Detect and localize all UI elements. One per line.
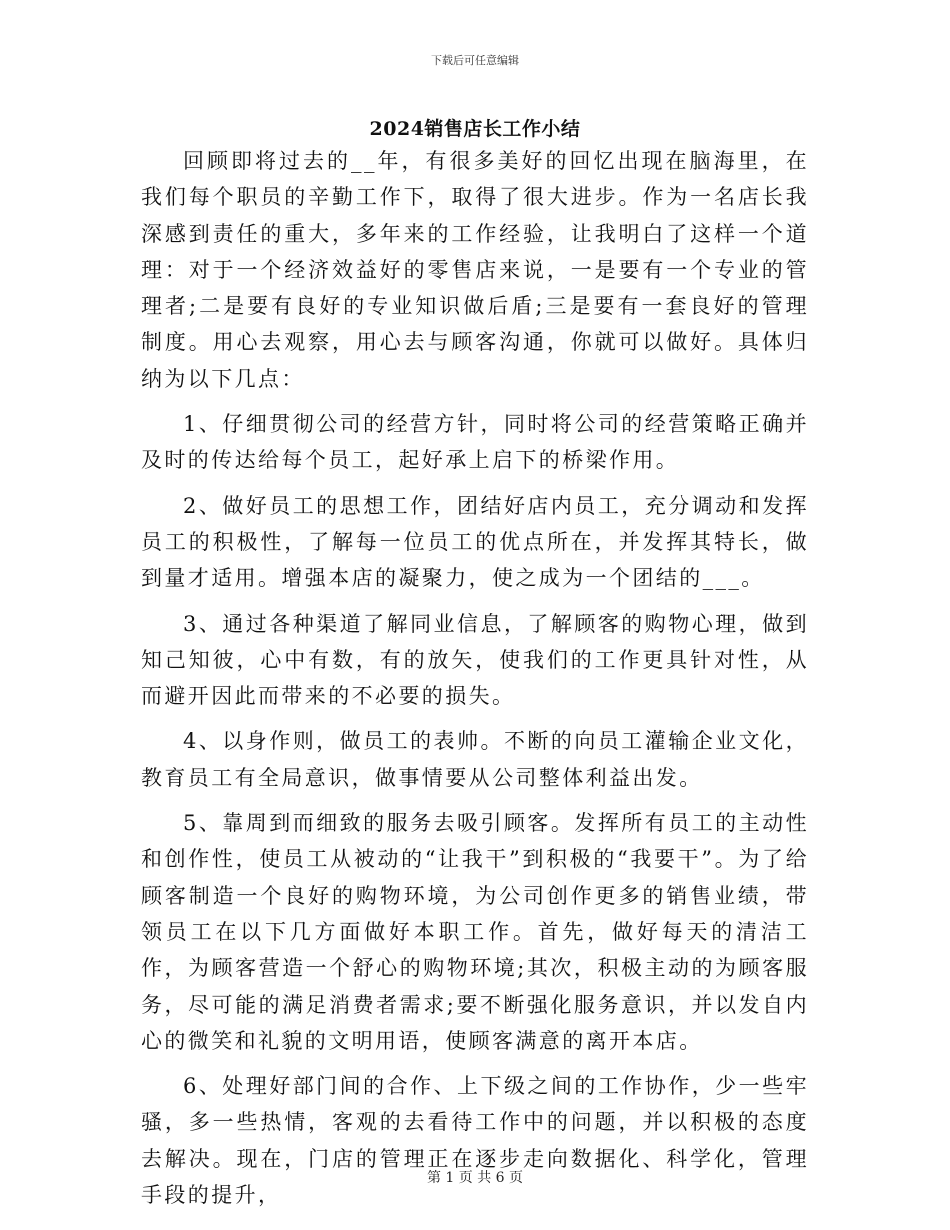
- document-title: 2024销售店长工作小结: [369, 118, 581, 140]
- paragraph-point-6: 6、处理好部门间的合作、上下级之间的工作协作，少一些牢骚，多一些热情，客观的去看待工作中的问题，并以积极的态度去解决。现在，门店的管理正在逐步走向数据化、科学化，管理手段的提升，: [141, 1074, 809, 1208]
- page-number: 第 1 页 共 6 页: [426, 1170, 524, 1186]
- paragraph-point-3: 3、通过各种渠道了解同业信息，了解顾客的购物心理，做到知己知彼，心中有数，有的放矢，使我们的工作更具针对性，从而避开因此而带来的不必要的损失。: [141, 611, 809, 709]
- paragraph-point-2: 2、做好员工的思想工作，团结好店内员工，充分调动和发挥员工的积极性，了解每一位员工的优点所在，并发挥其特长，做到量才适用。增强本店的凝聚力，使之成为一个团结的___。: [141, 493, 809, 591]
- header-note: 下载后可任意编辑: [431, 54, 519, 67]
- paragraph-intro: 回顾即将过去的__年，有很多美好的回忆出现在脑海里，在我们每个职员的辛勤工作下，取得了很大进步。作为一名店长我深感到责任的重大，多年来的工作经验，让我明白了这样一个道理：对于一个经济效益好的零售店来说，一是要有一个专业的管理者;二是要有良好的专业知识做后盾;三是要有一套良好的管理制度。用心去观察，用心去与顾客沟通，你就可以做好。具体归纳为以下几点：: [141, 149, 809, 391]
- document-body: [141, 143, 809, 1213]
- paragraph-point-4: 4、以身作则，做员工的表帅。不断的向员工灌输企业文化，教育员工有全局意识，做事情要从公司整体利益出发。: [141, 729, 809, 790]
- paragraph-point-1: 1、仔细贯彻公司的经营方针，同时将公司的经营策略正确并及时的传达给每个员工，起好承上启下的桥梁作用。: [141, 412, 809, 473]
- paragraph-point-5: 5、靠周到而细致的服务去吸引顾客。发挥所有员工的主动性和创作性，使员工从被动的“让我干”到积极的“我要干”。为了给顾客制造一个良好的购物环境，为公司创作更多的销售业绩，带领员工在以下几方面做好本职工作。首先，做好每天的清洁工作，为顾客营造一个舒心的购物环境;其次，积极主动的为顾客服务，尽可能的满足消费者需求;要不断强化服务意识，并以发自内心的微笑和礼貌的文明用语，使顾客满意的离开本店。: [141, 811, 809, 1053]
